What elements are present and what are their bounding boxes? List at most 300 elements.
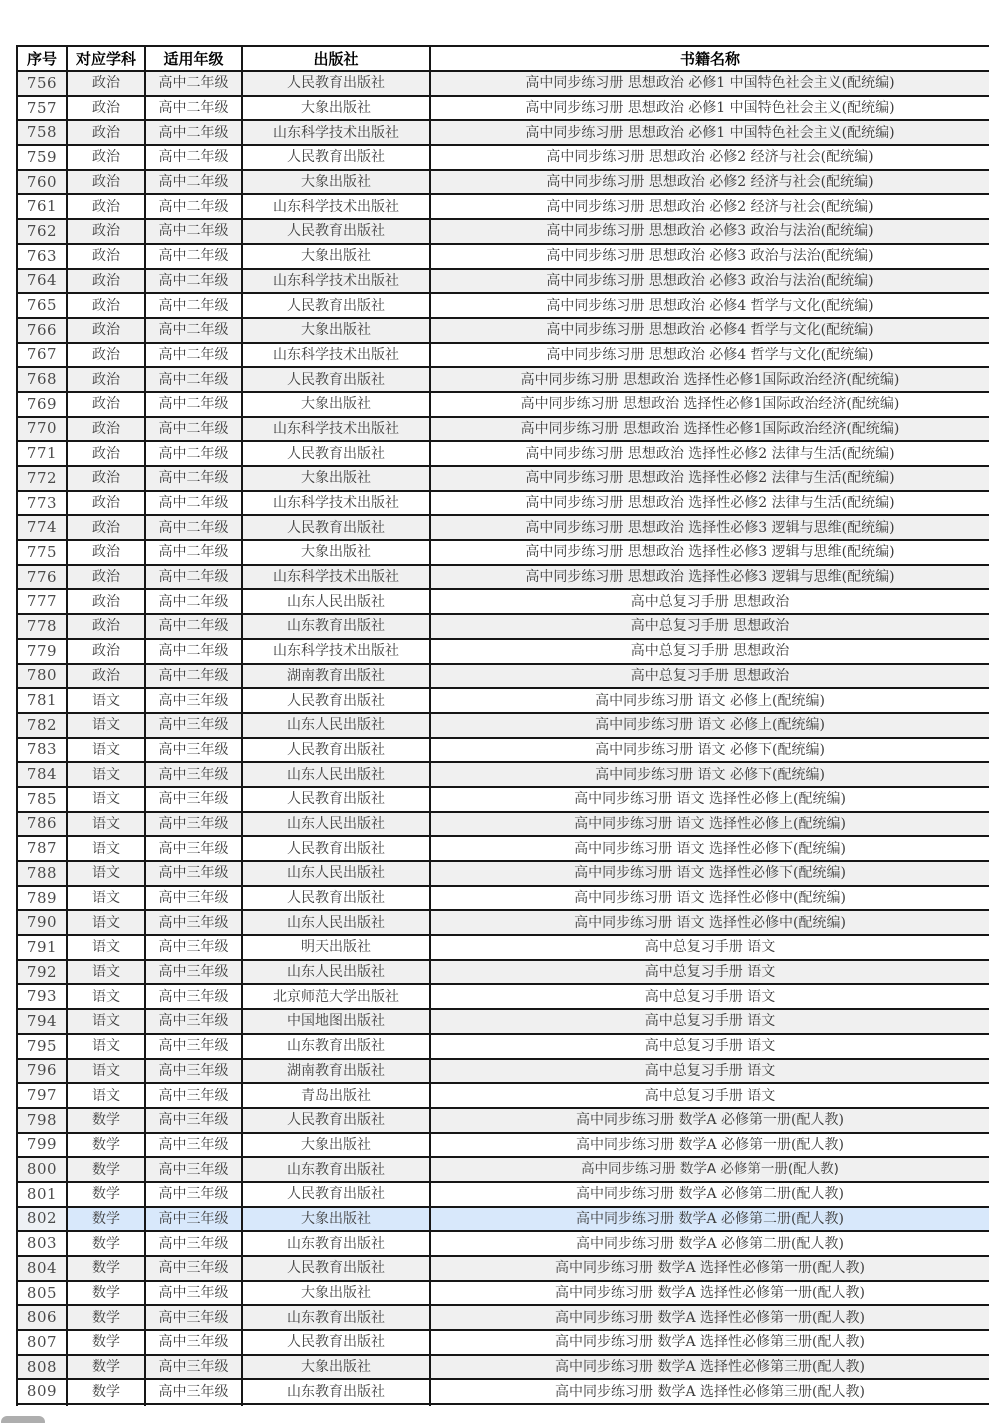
cell-seq: 802 [17, 1207, 67, 1232]
table-row[interactable] [17, 1256, 989, 1281]
cell-seq: 799 [17, 1133, 67, 1158]
cell-subject: 数学 [67, 1256, 145, 1281]
cell-publisher: 大象出版社 [242, 1355, 430, 1380]
cell-publisher: 山东教育出版社 [242, 614, 430, 639]
cell-subject: 数学 [67, 1355, 145, 1380]
table-row[interactable] [17, 1133, 989, 1158]
cell-title: 高中同步练习册 语文 选择性必修下(配统编) [430, 836, 989, 861]
cell-title: 高中同步练习册 思想政治 必修2 经济与社会(配统编) [430, 194, 989, 219]
cell-publisher: 大象出版社 [242, 96, 430, 121]
cell-seq: 780 [17, 664, 67, 689]
cell-seq: 796 [17, 1059, 67, 1084]
cell-publisher: 大象出版社 [242, 318, 430, 343]
cell-seq: 791 [17, 935, 67, 960]
cell-grade: 高中二年级 [145, 491, 242, 516]
cell-title: 高中同步练习册 思想政治 选择性必修1国际政治经济(配统编) [430, 367, 989, 392]
cell-publisher: 山东人民出版社 [242, 812, 430, 837]
table-row[interactable] [17, 244, 989, 269]
cell-seq: 798 [17, 1108, 67, 1133]
cell-publisher: 人民教育出版社 [242, 1330, 430, 1355]
cell-subject: 政治 [67, 145, 145, 170]
cell-title: 高中同步练习册 思想政治 必修4 哲学与文化(配统编) [430, 343, 989, 368]
cell-grade: 高中三年级 [145, 1182, 242, 1207]
cell-publisher: 山东科学技术出版社 [242, 269, 430, 294]
cell-grade: 高中三年级 [145, 836, 242, 861]
cell-grade: 高中二年级 [145, 219, 242, 244]
cell-grade: 高中二年级 [145, 343, 242, 368]
cell-subject: 语文 [67, 713, 145, 738]
cell-subject: 语文 [67, 984, 145, 1009]
table-row[interactable] [17, 688, 989, 713]
table-row[interactable] [17, 466, 989, 491]
cell-seq: 805 [17, 1281, 67, 1306]
cell-title: 高中总复习手册 语文 [430, 1034, 989, 1059]
table-row[interactable] [17, 984, 989, 1009]
cell-title: 高中总复习手册 语文 [430, 1083, 989, 1108]
cell-title: 高中同步练习册 思想政治 必修4 哲学与文化(配统编) [430, 318, 989, 343]
cell-subject: 政治 [67, 417, 145, 442]
cell-subject: 政治 [67, 565, 145, 590]
cell-publisher: 人民教育出版社 [242, 688, 430, 713]
cell-title: 高中同步练习册 语文 选择性必修上(配统编) [430, 787, 989, 812]
cell-seq: 788 [17, 861, 67, 886]
cell-subject: 政治 [67, 194, 145, 219]
cell-grade: 高中二年级 [145, 589, 242, 614]
table-row-partial [17, 1404, 989, 1406]
table-row[interactable] [17, 96, 989, 121]
cell-subject: 政治 [67, 540, 145, 565]
cell-subject: 政治 [67, 120, 145, 145]
cell-subject: 语文 [67, 836, 145, 861]
cell-seq: 800 [17, 1157, 67, 1182]
cell-grade: 高中二年级 [145, 565, 242, 590]
table-row[interactable] [17, 1034, 989, 1059]
table-row[interactable] [17, 71, 989, 96]
cell-title: 高中同步练习册 数学A 必修第二册(配人教) [430, 1207, 989, 1232]
table-row[interactable] [17, 1182, 989, 1207]
cell-publisher: 人民教育出版社 [242, 293, 430, 318]
cell-title: 高中同步练习册 思想政治 选择性必修3 逻辑与思维(配统编) [430, 515, 989, 540]
table-row[interactable] [17, 1059, 989, 1084]
cell-subject: 数学 [67, 1330, 145, 1355]
cell-publisher: 山东科学技术出版社 [242, 120, 430, 145]
cell-grade: 高中三年级 [145, 910, 242, 935]
cell-seq: 765 [17, 293, 67, 318]
cell-publisher: 山东科学技术出版社 [242, 491, 430, 516]
cell-subject: 数学 [67, 1281, 145, 1306]
cell-publisher: 人民教育出版社 [242, 367, 430, 392]
books-table [16, 45, 989, 1406]
cell-grade: 高中二年级 [145, 664, 242, 689]
cell-grade: 高中三年级 [145, 960, 242, 985]
cell-grade: 高中二年级 [145, 392, 242, 417]
cell-grade: 高中三年级 [145, 787, 242, 812]
cell-title: 高中同步练习册 语文 必修下(配统编) [430, 762, 989, 787]
cell-title: 高中同步练习册 数学A 必修第一册(配人教) [430, 1157, 989, 1182]
cell-publisher: 山东人民出版社 [242, 910, 430, 935]
cell-title: 高中同步练习册 思想政治 必修2 经济与社会(配统编) [430, 145, 989, 170]
horizontal-scrollbar-thumb[interactable] [1, 1416, 45, 1423]
cell-seq: 766 [17, 318, 67, 343]
cell-grade: 高中三年级 [145, 1157, 242, 1182]
cell-publisher: 人民教育出版社 [242, 219, 430, 244]
cell-title: 高中总复习手册 语文 [430, 1059, 989, 1084]
cell-clipped [17, 1404, 67, 1406]
cell-seq: 792 [17, 960, 67, 985]
cell-publisher: 大象出版社 [242, 1133, 430, 1158]
table-row[interactable] [17, 269, 989, 294]
cell-subject: 数学 [67, 1133, 145, 1158]
cell-subject: 语文 [67, 738, 145, 763]
cell-grade: 高中三年级 [145, 688, 242, 713]
table-row[interactable] [17, 515, 989, 540]
table-row[interactable] [17, 318, 989, 343]
cell-seq: 761 [17, 194, 67, 219]
cell-seq: 767 [17, 343, 67, 368]
table-row-selected[interactable] [17, 1207, 989, 1232]
cell-subject: 政治 [67, 71, 145, 96]
cell-publisher: 山东教育出版社 [242, 1034, 430, 1059]
cell-grade: 高中二年级 [145, 318, 242, 343]
cell-subject: 语文 [67, 935, 145, 960]
cell-grade: 高中三年级 [145, 1059, 242, 1084]
cell-publisher: 大象出版社 [242, 170, 430, 195]
cell-publisher: 中国地图出版社 [242, 1009, 430, 1034]
cell-grade: 高中二年级 [145, 614, 242, 639]
cell-grade: 高中三年级 [145, 1207, 242, 1232]
cell-subject: 政治 [67, 367, 145, 392]
table-row[interactable] [17, 1379, 989, 1404]
cell-title: 高中总复习手册 思想政治 [430, 589, 989, 614]
cell-grade: 高中三年级 [145, 935, 242, 960]
table-row[interactable] [17, 491, 989, 516]
table-row[interactable] [17, 935, 989, 960]
cell-publisher: 大象出版社 [242, 540, 430, 565]
cell-title: 高中同步练习册 思想政治 选择性必修2 法律与生活(配统编) [430, 491, 989, 516]
column-header-grade: 适用年级 [145, 46, 242, 71]
cell-publisher: 人民教育出版社 [242, 836, 430, 861]
table-row[interactable] [17, 392, 989, 417]
cell-publisher: 大象出版社 [242, 1207, 430, 1232]
cell-subject: 政治 [67, 244, 145, 269]
table-row[interactable] [17, 589, 989, 614]
cell-grade: 高中二年级 [145, 441, 242, 466]
cell-seq: 759 [17, 145, 67, 170]
cell-grade: 高中二年级 [145, 194, 242, 219]
cell-title: 高中同步练习册 思想政治 必修1 中国特色社会主义(配统编) [430, 71, 989, 96]
cell-grade: 高中二年级 [145, 96, 242, 121]
table-row[interactable] [17, 960, 989, 985]
table-row[interactable] [17, 861, 989, 886]
cell-publisher: 山东人民出版社 [242, 762, 430, 787]
cell-subject: 政治 [67, 269, 145, 294]
cell-subject: 政治 [67, 392, 145, 417]
table-row[interactable] [17, 441, 989, 466]
table-row[interactable] [17, 417, 989, 442]
cell-publisher: 山东科学技术出版社 [242, 565, 430, 590]
cell-seq: 783 [17, 738, 67, 763]
table-row[interactable] [17, 738, 989, 763]
cell-title: 高中同步练习册 思想政治 选择性必修3 逻辑与思维(配统编) [430, 565, 989, 590]
cell-seq: 787 [17, 836, 67, 861]
cell-subject: 语文 [67, 960, 145, 985]
cell-seq: 760 [17, 170, 67, 195]
cell-subject: 数学 [67, 1182, 145, 1207]
cell-title: 高中同步练习册 数学A 必修第一册(配人教) [430, 1133, 989, 1158]
cell-publisher: 大象出版社 [242, 244, 430, 269]
cell-publisher: 山东人民出版社 [242, 713, 430, 738]
cell-grade: 高中三年级 [145, 1305, 242, 1330]
cell-title: 高中同步练习册 数学A 选择性必修第三册(配人教) [430, 1355, 989, 1380]
cell-grade: 高中二年级 [145, 71, 242, 96]
table-row[interactable] [17, 170, 989, 195]
cell-seq: 804 [17, 1256, 67, 1281]
cell-seq: 776 [17, 565, 67, 590]
table-row[interactable] [17, 762, 989, 787]
table-row[interactable] [17, 293, 989, 318]
table-row[interactable] [17, 343, 989, 368]
cell-seq: 807 [17, 1330, 67, 1355]
cell-title: 高中总复习手册 语文 [430, 984, 989, 1009]
cell-grade: 高中三年级 [145, 1231, 242, 1256]
cell-title: 高中同步练习册 语文 选择性必修中(配统编) [430, 886, 989, 911]
cell-seq: 758 [17, 120, 67, 145]
cell-publisher: 明天出版社 [242, 935, 430, 960]
table-row[interactable] [17, 219, 989, 244]
cell-seq: 762 [17, 219, 67, 244]
cell-seq: 789 [17, 886, 67, 911]
cell-subject: 数学 [67, 1231, 145, 1256]
cell-title: 高中同步练习册 思想政治 必修4 哲学与文化(配统编) [430, 293, 989, 318]
cell-grade: 高中三年级 [145, 1281, 242, 1306]
cell-subject: 政治 [67, 614, 145, 639]
table-header [17, 46, 989, 71]
cell-title: 高中同步练习册 语文 必修上(配统编) [430, 713, 989, 738]
cell-seq: 764 [17, 269, 67, 294]
cell-grade: 高中三年级 [145, 1083, 242, 1108]
cell-subject: 数学 [67, 1157, 145, 1182]
cell-title: 高中同步练习册 思想政治 选择性必修1国际政治经济(配统编) [430, 417, 989, 442]
cell-subject: 语文 [67, 787, 145, 812]
cell-seq: 782 [17, 713, 67, 738]
cell-title: 高中同步练习册 语文 必修上(配统编) [430, 688, 989, 713]
cell-publisher: 人民教育出版社 [242, 1182, 430, 1207]
cell-publisher: 人民教育出版社 [242, 71, 430, 96]
cell-grade: 高中二年级 [145, 269, 242, 294]
cell-seq: 786 [17, 812, 67, 837]
cell-seq: 771 [17, 441, 67, 466]
cell-seq: 795 [17, 1034, 67, 1059]
cell-subject: 语文 [67, 886, 145, 911]
cell-seq: 806 [17, 1305, 67, 1330]
cell-seq: 778 [17, 614, 67, 639]
cell-seq: 793 [17, 984, 67, 1009]
cell-grade: 高中二年级 [145, 367, 242, 392]
table-row[interactable] [17, 1157, 989, 1182]
cell-seq: 769 [17, 392, 67, 417]
cell-seq: 773 [17, 491, 67, 516]
table-row[interactable] [17, 1305, 989, 1330]
table-row[interactable] [17, 713, 989, 738]
cell-seq: 785 [17, 787, 67, 812]
table-row[interactable] [17, 120, 989, 145]
cell-title: 高中同步练习册 思想政治 选择性必修2 法律与生活(配统编) [430, 441, 989, 466]
cell-title: 高中总复习手册 思想政治 [430, 639, 989, 664]
cell-grade: 高中三年级 [145, 984, 242, 1009]
table-row[interactable] [17, 1355, 989, 1380]
cell-grade: 高中三年级 [145, 861, 242, 886]
cell-grade: 高中二年级 [145, 244, 242, 269]
cell-publisher: 人民教育出版社 [242, 1256, 430, 1281]
cell-subject: 政治 [67, 343, 145, 368]
cell-seq: 808 [17, 1355, 67, 1380]
cell-subject: 语文 [67, 861, 145, 886]
cell-seq: 779 [17, 639, 67, 664]
table-row[interactable] [17, 787, 989, 812]
cell-subject: 语文 [67, 910, 145, 935]
cell-grade: 高中三年级 [145, 1009, 242, 1034]
cell-subject: 数学 [67, 1305, 145, 1330]
table-row[interactable] [17, 812, 989, 837]
cell-seq: 756 [17, 71, 67, 96]
cell-seq: 809 [17, 1379, 67, 1404]
cell-grade: 高中二年级 [145, 293, 242, 318]
table-row[interactable] [17, 194, 989, 219]
cell-seq: 768 [17, 367, 67, 392]
cell-subject: 数学 [67, 1207, 145, 1232]
cell-seq: 772 [17, 466, 67, 491]
column-header-seq: 序号 [17, 46, 67, 71]
cell-title: 高中同步练习册 思想政治 选择性必修1国际政治经济(配统编) [430, 392, 989, 417]
cell-publisher: 山东科学技术出版社 [242, 343, 430, 368]
table-row[interactable] [17, 664, 989, 689]
cell-title: 高中同步练习册 思想政治 必修3 政治与法治(配统编) [430, 219, 989, 244]
books-table-container [16, 45, 989, 1406]
cell-seq: 781 [17, 688, 67, 713]
cell-publisher: 山东教育出版社 [242, 1305, 430, 1330]
cell-grade: 高中三年级 [145, 1379, 242, 1404]
cell-subject: 政治 [67, 441, 145, 466]
column-header-publisher: 出版社 [242, 46, 430, 71]
cell-title: 高中同步练习册 语文 选择性必修下(配统编) [430, 861, 989, 886]
cell-publisher: 山东科学技术出版社 [242, 417, 430, 442]
table-row[interactable] [17, 886, 989, 911]
cell-seq: 763 [17, 244, 67, 269]
table-row[interactable] [17, 910, 989, 935]
table-row[interactable] [17, 540, 989, 565]
cell-title: 高中同步练习册 数学A 选择性必修第三册(配人教) [430, 1330, 989, 1355]
cell-publisher: 山东教育出版社 [242, 1231, 430, 1256]
cell-title: 高中同步练习册 数学A 选择性必修第三册(配人教) [430, 1379, 989, 1404]
cell-subject: 语文 [67, 1034, 145, 1059]
cell-grade: 高中三年级 [145, 713, 242, 738]
cell-title: 高中总复习手册 语文 [430, 960, 989, 985]
cell-grade: 高中三年级 [145, 762, 242, 787]
cell-seq: 774 [17, 515, 67, 540]
cell-publisher: 人民教育出版社 [242, 787, 430, 812]
table-row[interactable] [17, 1009, 989, 1034]
table-row[interactable] [17, 1083, 989, 1108]
cell-subject: 语文 [67, 1083, 145, 1108]
cell-subject: 政治 [67, 96, 145, 121]
cell-grade: 高中二年级 [145, 466, 242, 491]
table-row[interactable] [17, 565, 989, 590]
cell-grade: 高中二年级 [145, 540, 242, 565]
cell-subject: 数学 [67, 1108, 145, 1133]
cell-subject: 语文 [67, 1059, 145, 1084]
table-row[interactable] [17, 1281, 989, 1306]
cell-publisher: 山东人民出版社 [242, 589, 430, 614]
cell-title: 高中同步练习册 思想政治 必修1 中国特色社会主义(配统编) [430, 120, 989, 145]
column-header-subject: 对应学科 [67, 46, 145, 71]
cell-publisher: 北京师范大学出版社 [242, 984, 430, 1009]
cell-grade: 高中二年级 [145, 120, 242, 145]
table-row[interactable] [17, 614, 989, 639]
cell-publisher: 山东人民出版社 [242, 960, 430, 985]
cell-publisher: 青岛出版社 [242, 1083, 430, 1108]
cell-subject: 政治 [67, 491, 145, 516]
cell-clipped [145, 1404, 242, 1406]
cell-subject: 语文 [67, 812, 145, 837]
table-row[interactable] [17, 639, 989, 664]
cell-subject: 政治 [67, 589, 145, 614]
table-row[interactable] [17, 836, 989, 861]
cell-title: 高中同步练习册 思想政治 必修1 中国特色社会主义(配统编) [430, 96, 989, 121]
cell-publisher: 大象出版社 [242, 392, 430, 417]
cell-clipped [430, 1404, 989, 1406]
cell-subject: 语文 [67, 762, 145, 787]
table-row[interactable] [17, 367, 989, 392]
cell-seq: 803 [17, 1231, 67, 1256]
cell-grade: 高中三年级 [145, 1108, 242, 1133]
table-header-row [17, 46, 989, 71]
cell-subject: 政治 [67, 293, 145, 318]
cell-seq: 790 [17, 910, 67, 935]
cell-grade: 高中三年级 [145, 1256, 242, 1281]
cell-title: 高中同步练习册 思想政治 选择性必修2 法律与生活(配统编) [430, 466, 989, 491]
cell-title: 高中同步练习册 语文 必修下(配统编) [430, 738, 989, 763]
cell-seq: 794 [17, 1009, 67, 1034]
cell-subject: 政治 [67, 664, 145, 689]
cell-title: 高中同步练习册 数学A 选择性必修第一册(配人教) [430, 1305, 989, 1330]
cell-publisher: 山东教育出版社 [242, 1157, 430, 1182]
table-row[interactable] [17, 1108, 989, 1133]
cell-title: 高中同步练习册 数学A 选择性必修第一册(配人教) [430, 1256, 989, 1281]
cell-title: 高中总复习手册 思想政治 [430, 664, 989, 689]
cell-seq: 801 [17, 1182, 67, 1207]
cell-seq: 757 [17, 96, 67, 121]
cell-title: 高中同步练习册 数学A 选择性必修第一册(配人教) [430, 1281, 989, 1306]
cell-grade: 高中三年级 [145, 738, 242, 763]
cell-seq: 775 [17, 540, 67, 565]
cell-seq: 770 [17, 417, 67, 442]
table-row[interactable] [17, 1231, 989, 1256]
cell-grade: 高中三年级 [145, 1133, 242, 1158]
cell-grade: 高中二年级 [145, 170, 242, 195]
cell-subject: 语文 [67, 688, 145, 713]
cell-publisher: 山东科学技术出版社 [242, 194, 430, 219]
cell-subject: 政治 [67, 466, 145, 491]
table-row[interactable] [17, 1330, 989, 1355]
cell-subject: 政治 [67, 170, 145, 195]
cell-title: 高中同步练习册 数学A 必修第二册(配人教) [430, 1231, 989, 1256]
table-row[interactable] [17, 145, 989, 170]
cell-title: 高中同步练习册 思想政治 选择性必修3 逻辑与思维(配统编) [430, 540, 989, 565]
column-header-title: 书籍名称 [430, 46, 989, 71]
cell-title: 高中总复习手册 思想政治 [430, 614, 989, 639]
cell-publisher: 大象出版社 [242, 1281, 430, 1306]
cell-publisher: 大象出版社 [242, 466, 430, 491]
